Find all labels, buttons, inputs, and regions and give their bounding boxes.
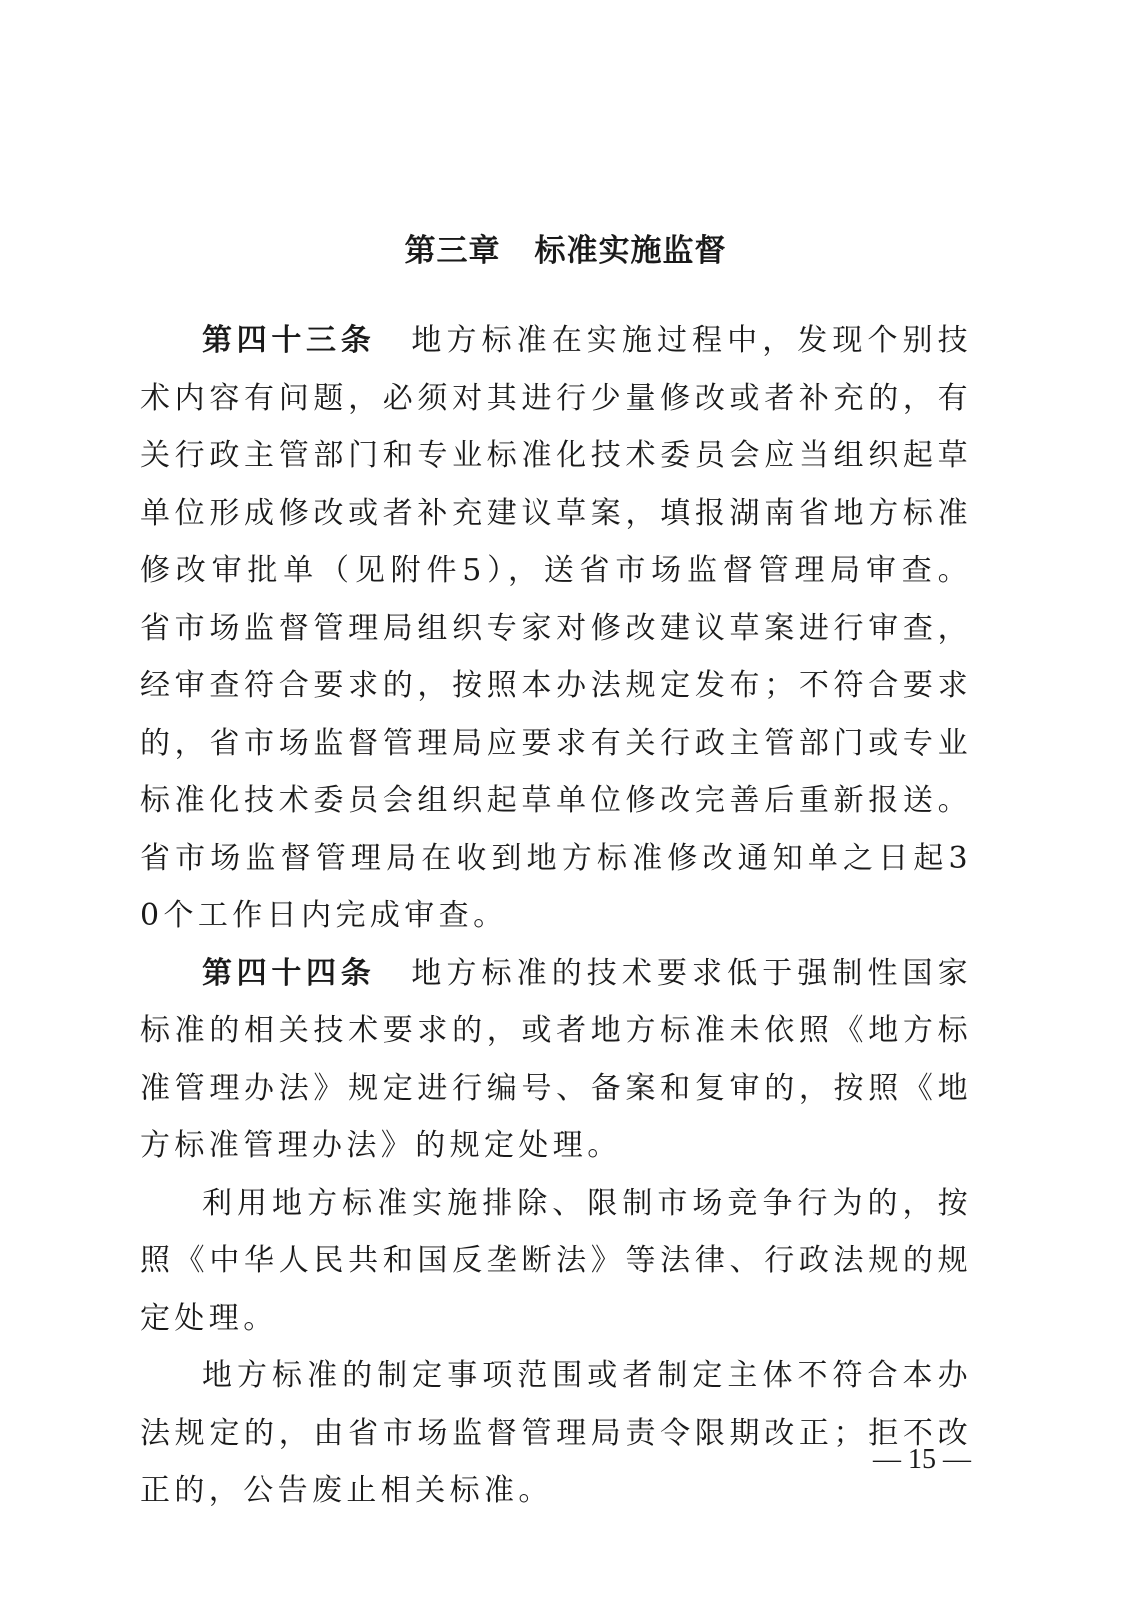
article-number: 第四十四条 <box>202 955 376 991</box>
chapter-heading <box>0 226 1131 276</box>
page-number: — 15 — <box>873 1444 971 1475</box>
paragraph-scope-violation: 地方标准的制定事项范围或者制定主体不符合本办法规定的，由省市场监督管理局责令限期改正；拒不改正的，公告废止相关标准。 <box>140 1358 972 1508</box>
article-text: 地方标准的技术要求低于强制性国家标准的相关技术要求的，或者地方标准未依照《地方标准管理办法》规定进行编号、备案和复审的，按照《地方标准管理办法》的规定处理。 <box>140 955 973 1163</box>
paragraph-antitrust: 利用地方标准实施排除、限制市场竞争行为的，按照《中华人民共和国反垄断法》等法律、行政法规的规定处理。 <box>140 1185 972 1336</box>
article-44 <box>140 945 972 1175</box>
article-text: 地方标准在实施过程中，发现个别技术内容有问题，必须对其进行少量修改或者补充的，有关行政主管部门和专业标准化技术委员会应当组织起草单位形成修改或者补充建议草案，填报湖南省地方标准修改审批单（见附件5），送省市场监督管理局审查。省市场监督管理局组织专家对修改建议草案进行审查，经审查符合要求的，按照本办法规定发布；不符合要求的，省市场监督管理局应要求有关行政主管部门或专业标准化技术委员会组织起草单位修改完善后重新报送。省市场监督管理局在收到地方标准修改通知单之日起30个工作日内完成审查。 <box>140 323 973 933</box>
chapter-title: 标准实施监督 <box>534 233 727 269</box>
chapter-number: 第三章 <box>404 233 501 269</box>
body-text <box>140 312 972 1520</box>
article-number: 第四十三条 <box>202 323 376 358</box>
article-43 <box>140 312 972 945</box>
